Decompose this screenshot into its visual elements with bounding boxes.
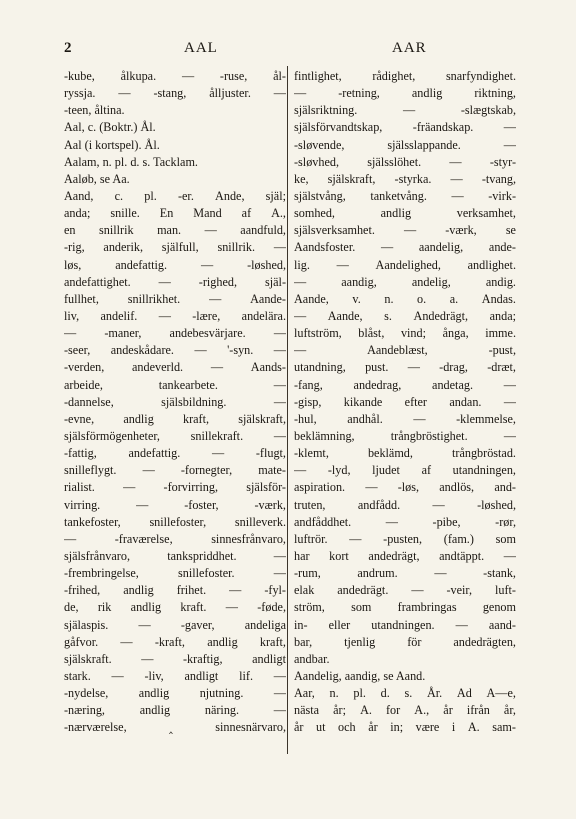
text-line: in- eller utandningen. — aand- bbox=[294, 617, 516, 632]
text-line: har kort andedrägt, andtäppt. — bbox=[294, 548, 516, 563]
text-line: utandning, pust. — -drag, -dræt, bbox=[294, 360, 516, 375]
text-line: -nærværelse, ‸ sinnesnärvaro, bbox=[64, 720, 286, 735]
text-line: Aal, c. (Boktr.) Ål. bbox=[64, 120, 156, 135]
text-line: -frembringelse, snillefoster. — bbox=[64, 566, 286, 581]
text-line: bar, tjenlig för andedrägten, bbox=[294, 634, 516, 649]
text-line: -hul, andhål. — -klemmelse, bbox=[294, 411, 516, 426]
text-line: andefattighet. — -righed, själ- bbox=[64, 274, 286, 289]
guide-word-right: AAR bbox=[392, 40, 427, 56]
text-line: själsriktning. — -slægtskab, bbox=[294, 103, 516, 118]
text-line: elak andedrägt. — -veir, luft- bbox=[294, 583, 516, 598]
text-line: luftrör. — -pusten, (fam.) som bbox=[294, 531, 516, 546]
text-line: Aal (i kortspel). Ål. bbox=[64, 137, 160, 152]
text-line: andbar. bbox=[294, 651, 330, 666]
text-line: ström, som frambringas genom bbox=[294, 600, 516, 615]
text-line: — -retning, andlig riktning, bbox=[294, 86, 516, 101]
text-line: liv, andelif. — -lære, andelära. bbox=[64, 308, 286, 323]
text-line: — -lyd, ljudet af utandningen, bbox=[294, 463, 516, 478]
text-line: -frihed, andlig frihet. — -fyl- bbox=[64, 583, 286, 598]
text-line: själskraft. — -kraftig, andligt bbox=[64, 651, 286, 666]
text-line: Aar, n. pl. d. s. År. Ad A—e, bbox=[294, 686, 516, 701]
text-line: lig. — Aandelighed, andlighet. bbox=[294, 257, 516, 272]
text-line: beklämning, trångbröstighet. — bbox=[294, 428, 516, 443]
text-line: somhed, andlig verksamhet, bbox=[294, 206, 516, 221]
text-line: rialist. — -forvirring, själsför- bbox=[64, 480, 286, 495]
text-line: fintlighet, rådighet, snarfyndighet. bbox=[294, 69, 516, 83]
text-line: -sløvende, själsslappande. — bbox=[294, 137, 516, 152]
text-line: själsförvandtskap, -fräandskap. — bbox=[294, 120, 516, 135]
text-line: — -fraværelse, sinnesfrånvaro, bbox=[64, 531, 286, 546]
text-line: virring. — -foster, -værk, bbox=[64, 497, 286, 512]
text-line: de, rik andlig kraft. — -føde, bbox=[64, 600, 286, 615]
text-line: -fang, andedrag, andetag. — bbox=[294, 377, 516, 392]
text-line: år ut och år in; være i A. sam- bbox=[294, 720, 516, 735]
text-line: -fattig, andefattig. — -flugt, bbox=[64, 446, 286, 461]
text-line: -rig, anderik, själfull, snillrik. — bbox=[64, 240, 286, 255]
text-line: -evne, andlig kraft, själskraft, bbox=[64, 411, 286, 426]
text-line: Aalam, n. pl. d. s. Tacklam. bbox=[64, 154, 198, 169]
text-line: en snillrik man. — aandfuld, bbox=[64, 223, 286, 238]
text-line: stark. — -liv, andligt lif. — bbox=[64, 668, 286, 683]
text-line: -dannelse, själsbildning. — bbox=[64, 394, 286, 409]
text-line: — Aandeblæst, -pust, bbox=[294, 343, 516, 358]
text-line: gåfvor. — -kraft, andlig kraft, bbox=[64, 634, 286, 649]
text-line: løs, andefattig. — -løshed, bbox=[64, 257, 286, 272]
text-line: -seer, andeskådare. — '-syn. — bbox=[64, 343, 286, 358]
text-line: själsverksamhet. — -værk, se bbox=[294, 223, 516, 238]
text-line: ryssja. — -stang, ålljuster. — bbox=[64, 86, 286, 101]
text-line: själaspis. — -gaver, andeliga bbox=[64, 617, 286, 632]
text-line: Aandsfoster. — aandelig, ande- bbox=[294, 240, 516, 255]
text-line: truten, andfådd. — -løshed, bbox=[294, 497, 516, 512]
text-line: -næring, andlig näring. — bbox=[64, 703, 286, 718]
text-line: arbeide, tankearbete. — bbox=[64, 377, 286, 392]
text-line: andfåddhet. — -pibe, -rør, bbox=[294, 514, 516, 529]
text-line: -verden, andeverld. — Aands- bbox=[64, 360, 286, 375]
text-line: snilleflygt. — -fornegter, mate- bbox=[64, 463, 286, 478]
column-divider bbox=[287, 66, 288, 754]
text-line: Aand, c. pl. -er. Ande, själ; bbox=[64, 188, 286, 203]
text-line: -rum, andrum. — -stank, bbox=[294, 566, 516, 581]
text-line: själsfrånvaro, tankspriddhet. — bbox=[64, 548, 286, 563]
left-column bbox=[64, 68, 286, 736]
running-header bbox=[64, 40, 528, 66]
text-line: själstvång, tanketvång. — -virk- bbox=[294, 188, 516, 203]
text-line: anda; snille. En Mand af A., bbox=[64, 206, 286, 221]
text-line: Aaløb, se Aa. bbox=[64, 171, 130, 186]
guide-word-left: AAL bbox=[184, 40, 218, 56]
text-line: -kube, ålkupa. — -ruse, ål- bbox=[64, 69, 286, 83]
text-line: -klemt, beklämd, trångbröstad. bbox=[294, 446, 516, 461]
text-line: Aande, v. n. o. a. Andas. bbox=[294, 291, 516, 306]
text-line: -nydelse, andlig njutning. — bbox=[64, 686, 286, 701]
text-line: Aandelig, aandig, se Aand. bbox=[294, 668, 426, 683]
text-line: aspiration. — -løs, andlös, and- bbox=[294, 480, 516, 495]
page-number: 2 bbox=[64, 40, 73, 56]
text-line: själsförmögenheter, snillekraft. — bbox=[64, 428, 286, 443]
text-line: -gisp, kikande efter andan. — bbox=[294, 394, 516, 409]
right-column bbox=[294, 68, 516, 736]
text-line: — aandig, andelig, andig. bbox=[294, 274, 516, 289]
text-line: ke, själskraft, -styrka. — -tvang, bbox=[294, 171, 516, 186]
text-line: — Aande, s. Andedrägt, anda; bbox=[294, 308, 516, 323]
text-line: — -maner, andebesvärjare. — bbox=[64, 326, 286, 341]
text-line: -sløvhed, själsslöhet. — -styr- bbox=[294, 154, 516, 169]
text-line: nästa år; A. for A., år ifrån år, bbox=[294, 703, 516, 718]
text-line: luftström, blåst, vind; ånga, imme. bbox=[294, 326, 516, 341]
text-line: fullhet, snillrikhet. — Aande- bbox=[64, 291, 286, 306]
text-line: -teen, åltina. bbox=[64, 103, 125, 118]
text-line: tankefoster, snillefoster, snilleverk. bbox=[64, 514, 286, 529]
